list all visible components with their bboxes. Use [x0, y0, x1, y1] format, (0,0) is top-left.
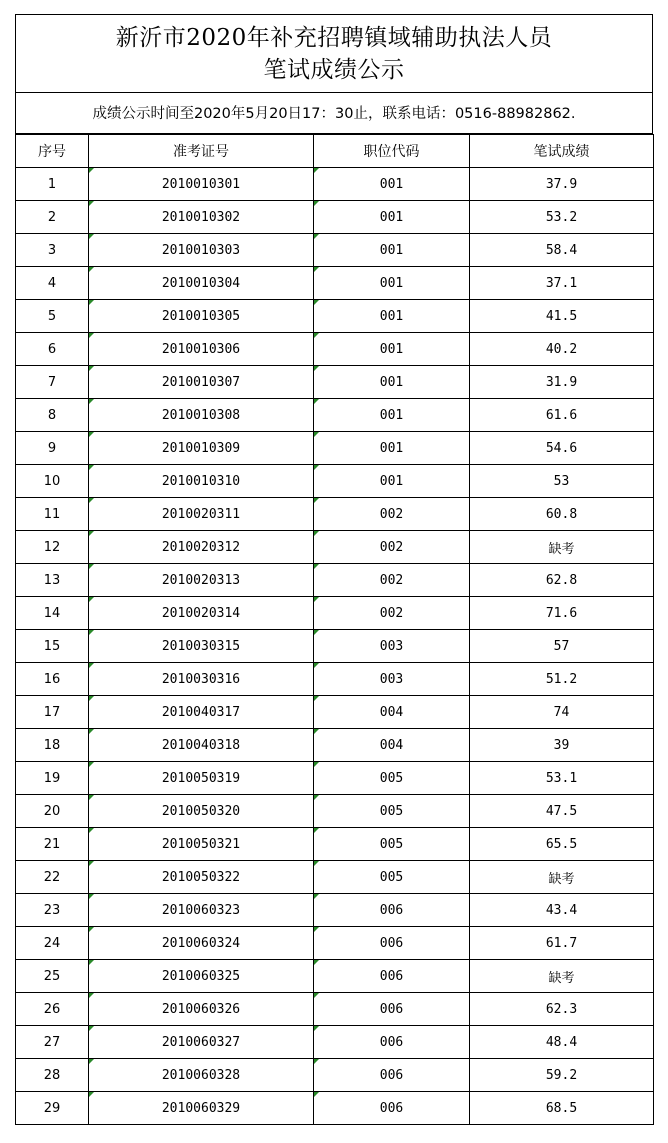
cell-position-code: 003 — [314, 663, 470, 696]
cell-score: 51.2 — [470, 663, 654, 696]
cell-index: 4 — [16, 267, 89, 300]
cell-exam-number: 2010030315 — [89, 630, 314, 663]
table-row — [16, 993, 654, 1026]
cell-index: 14 — [16, 597, 89, 630]
cell-index: 23 — [16, 894, 89, 927]
cell-position-code: 005 — [314, 762, 470, 795]
cell-score: 37.9 — [470, 168, 654, 201]
cell-position-code: 004 — [314, 696, 470, 729]
cell-exam-number: 2010060327 — [89, 1026, 314, 1059]
cell-score: 53.2 — [470, 201, 654, 234]
title-block — [15, 14, 653, 92]
cell-score: 71.6 — [470, 597, 654, 630]
cell-position-code: 006 — [314, 1026, 470, 1059]
cell-exam-number: 2010060325 — [89, 960, 314, 993]
cell-index: 17 — [16, 696, 89, 729]
cell-exam-number: 2010010310 — [89, 465, 314, 498]
cell-score: 缺考 — [470, 960, 654, 993]
cell-exam-number: 2010030316 — [89, 663, 314, 696]
table-row — [16, 828, 654, 861]
cell-exam-number: 2010050321 — [89, 828, 314, 861]
cell-index: 13 — [16, 564, 89, 597]
cell-score: 59.2 — [470, 1059, 654, 1092]
table-row — [16, 432, 654, 465]
table-row — [16, 300, 654, 333]
table-row — [16, 564, 654, 597]
table-row — [16, 729, 654, 762]
cell-position-code: 001 — [314, 432, 470, 465]
cell-exam-number: 2010010309 — [89, 432, 314, 465]
cell-exam-number: 2010040317 — [89, 696, 314, 729]
cell-exam-number: 2010020313 — [89, 564, 314, 597]
cell-position-code: 001 — [314, 168, 470, 201]
table-row — [16, 399, 654, 432]
cell-index: 29 — [16, 1092, 89, 1125]
cell-index: 10 — [16, 465, 89, 498]
table-row — [16, 498, 654, 531]
cell-index: 3 — [16, 234, 89, 267]
cell-index: 9 — [16, 432, 89, 465]
cell-score: 54.6 — [470, 432, 654, 465]
table-row — [16, 234, 654, 267]
cell-score: 61.6 — [470, 399, 654, 432]
cell-position-code: 006 — [314, 927, 470, 960]
cell-position-code: 001 — [314, 201, 470, 234]
cell-index: 7 — [16, 366, 89, 399]
cell-position-code: 001 — [314, 234, 470, 267]
cell-exam-number: 2010020312 — [89, 531, 314, 564]
cell-exam-number: 2010010308 — [89, 399, 314, 432]
cell-index: 22 — [16, 861, 89, 894]
table-row — [16, 696, 654, 729]
table-row — [16, 861, 654, 894]
cell-exam-number: 2010060324 — [89, 927, 314, 960]
cell-score: 缺考 — [470, 531, 654, 564]
column-header-score: 笔试成绩 — [470, 135, 654, 168]
cell-position-code: 001 — [314, 399, 470, 432]
cell-score: 53.1 — [470, 762, 654, 795]
column-header-exam-number: 准考证号 — [89, 135, 314, 168]
table-row — [16, 1026, 654, 1059]
notice-text: 成绩公示时间至2020年5月20日17：30止，联系电话：0516-88982862. — [15, 92, 653, 134]
cell-score: 43.4 — [470, 894, 654, 927]
cell-index: 18 — [16, 729, 89, 762]
table-row — [16, 168, 654, 201]
table-row — [16, 465, 654, 498]
table-row — [16, 1092, 654, 1125]
table-row — [16, 795, 654, 828]
cell-position-code: 003 — [314, 630, 470, 663]
cell-score: 47.5 — [470, 795, 654, 828]
cell-exam-number: 2010050320 — [89, 795, 314, 828]
cell-score: 37.1 — [470, 267, 654, 300]
cell-score: 48.4 — [470, 1026, 654, 1059]
cell-score: 60.8 — [470, 498, 654, 531]
table-row — [16, 531, 654, 564]
cell-exam-number: 2010020314 — [89, 597, 314, 630]
cell-exam-number: 2010010304 — [89, 267, 314, 300]
table-header-row — [16, 135, 654, 168]
cell-position-code: 006 — [314, 1059, 470, 1092]
cell-index: 8 — [16, 399, 89, 432]
table-row — [16, 201, 654, 234]
cell-score: 65.5 — [470, 828, 654, 861]
cell-score: 62.8 — [470, 564, 654, 597]
cell-position-code: 006 — [314, 960, 470, 993]
cell-exam-number: 2010010306 — [89, 333, 314, 366]
page-title: 新沂市2020年补充招聘镇域辅助执法人员 — [115, 25, 553, 51]
cell-position-code: 006 — [314, 993, 470, 1026]
table-row — [16, 663, 654, 696]
cell-position-code: 005 — [314, 861, 470, 894]
cell-position-code: 001 — [314, 300, 470, 333]
cell-score: 39 — [470, 729, 654, 762]
cell-position-code: 005 — [314, 795, 470, 828]
cell-index: 6 — [16, 333, 89, 366]
column-header-position-code: 职位代码 — [314, 135, 470, 168]
cell-score: 68.5 — [470, 1092, 654, 1125]
cell-score: 57 — [470, 630, 654, 663]
cell-position-code: 001 — [314, 465, 470, 498]
table-row — [16, 1059, 654, 1092]
cell-score: 31.9 — [470, 366, 654, 399]
table-row — [16, 960, 654, 993]
cell-index: 21 — [16, 828, 89, 861]
cell-score: 74 — [470, 696, 654, 729]
cell-position-code: 002 — [314, 531, 470, 564]
cell-position-code: 002 — [314, 564, 470, 597]
cell-index: 26 — [16, 993, 89, 1026]
cell-exam-number: 2010050319 — [89, 762, 314, 795]
cell-index: 27 — [16, 1026, 89, 1059]
score-sheet — [15, 14, 653, 1125]
cell-exam-number: 2010010301 — [89, 168, 314, 201]
table-row — [16, 597, 654, 630]
table-row — [16, 630, 654, 663]
cell-position-code: 005 — [314, 828, 470, 861]
cell-position-code: 002 — [314, 597, 470, 630]
cell-exam-number: 2010060329 — [89, 1092, 314, 1125]
cell-exam-number: 2010050322 — [89, 861, 314, 894]
cell-index: 24 — [16, 927, 89, 960]
cell-position-code: 001 — [314, 333, 470, 366]
cell-score: 62.3 — [470, 993, 654, 1026]
cell-exam-number: 2010060326 — [89, 993, 314, 1026]
cell-index: 25 — [16, 960, 89, 993]
table-row — [16, 333, 654, 366]
cell-position-code: 006 — [314, 894, 470, 927]
cell-index: 2 — [16, 201, 89, 234]
cell-score: 53 — [470, 465, 654, 498]
cell-index: 12 — [16, 531, 89, 564]
table-row — [16, 762, 654, 795]
cell-score: 61.7 — [470, 927, 654, 960]
cell-index: 16 — [16, 663, 89, 696]
cell-exam-number: 2010010302 — [89, 201, 314, 234]
cell-index: 19 — [16, 762, 89, 795]
cell-score: 40.2 — [470, 333, 654, 366]
cell-score: 缺考 — [470, 861, 654, 894]
cell-exam-number: 2010060328 — [89, 1059, 314, 1092]
cell-position-code: 002 — [314, 498, 470, 531]
cell-index: 1 — [16, 168, 89, 201]
page-subtitle: 笔试成绩公示 — [263, 57, 405, 83]
cell-index: 15 — [16, 630, 89, 663]
cell-position-code: 001 — [314, 366, 470, 399]
cell-index: 28 — [16, 1059, 89, 1092]
cell-exam-number: 2010040318 — [89, 729, 314, 762]
cell-exam-number: 2010020311 — [89, 498, 314, 531]
cell-exam-number: 2010010307 — [89, 366, 314, 399]
table-row — [16, 267, 654, 300]
table-row — [16, 366, 654, 399]
cell-score: 41.5 — [470, 300, 654, 333]
cell-index: 5 — [16, 300, 89, 333]
cell-position-code: 006 — [314, 1092, 470, 1125]
cell-exam-number: 2010060323 — [89, 894, 314, 927]
table-row — [16, 927, 654, 960]
cell-index: 11 — [16, 498, 89, 531]
cell-exam-number: 2010010303 — [89, 234, 314, 267]
table-row — [16, 894, 654, 927]
score-table — [15, 134, 654, 1125]
cell-position-code: 004 — [314, 729, 470, 762]
column-header-index: 序号 — [16, 135, 89, 168]
cell-position-code: 001 — [314, 267, 470, 300]
cell-exam-number: 2010010305 — [89, 300, 314, 333]
cell-index: 20 — [16, 795, 89, 828]
cell-score: 58.4 — [470, 234, 654, 267]
